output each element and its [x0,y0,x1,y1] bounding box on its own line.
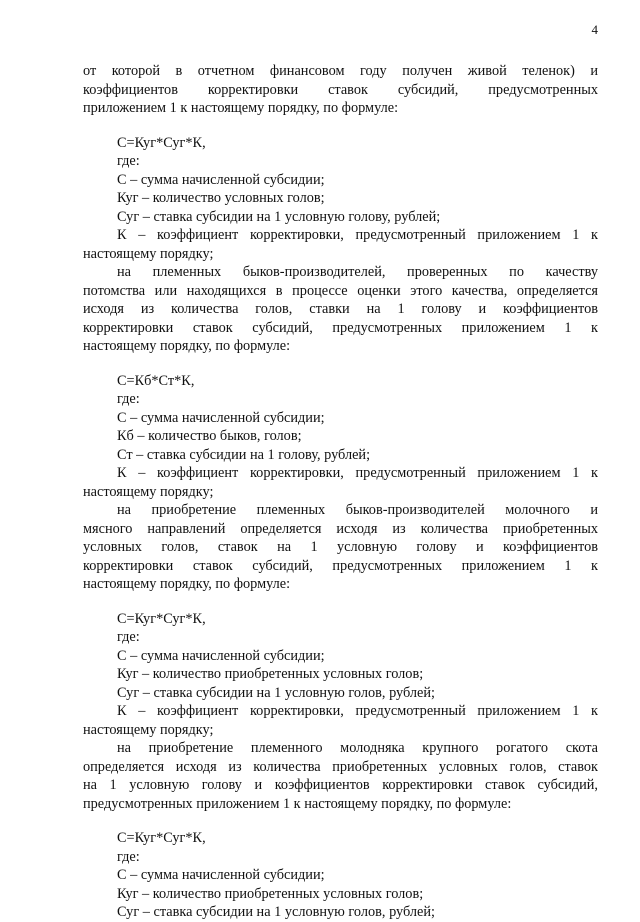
text-line: где: [117,391,140,407]
paragraph-line: на приобретение племенных быков-производителей молочного и [117,502,598,518]
paragraph-line: корректировки ставок субсидий, предусмотренных приложением 1 к [83,319,598,336]
definition-line: К – коэффициент корректировки, предусмотренный приложением 1 к [117,465,598,481]
definition-line: Куг – количество приобретенных условных голов; [117,666,424,682]
definition-line: С – сумма начисленной субсидии; [117,409,325,426]
definition-line: Кб – количество быков, голов; [117,428,302,444]
text-line: настоящему порядку; [83,245,214,262]
paragraph-line: исходя из количества голов, ставки на 1 голову и коэффициентов [83,301,598,317]
text-line: коэффициентов корректировки ставок субсидий, предусмотренных [83,81,598,98]
definition-line: С – сумма начисленной субсидии; [117,171,325,188]
definition-line: К – коэффициент корректировки, предусмотренный приложением 1 к [117,227,598,243]
paragraph-line: корректировки ставок субсидий, предусмотренных приложением 1 к [83,557,598,574]
formula: С=Кб*Ст*К, [117,372,195,389]
paragraph-line: мясного направлений определяется исходя из количества приобретенных [83,520,598,537]
definition-line: Суг – ставка субсидии на 1 условную голов, рублей; [117,904,436,920]
definition-line: Куг – количество условных голов; [117,190,325,206]
paragraph-line: предусмотренных приложением 1 к настоящему порядку, по формуле: [83,795,512,812]
formula: С=Куг*Суг*К, [117,610,206,627]
paragraph-line: потомства или находящихся в процессе оценки этого качества, определяется [83,282,598,299]
formula: С=Куг*Суг*К, [117,134,206,151]
definition-line: Суг – ставка субсидии на 1 условную голову, рублей; [117,208,441,225]
definition-line: Куг – количество приобретенных условных голов; [117,885,424,902]
document-body [83,62,598,922]
paragraph-line: на племенных быков-производителей, проверенных по качеству [117,264,598,280]
text-line: настоящему порядку; [83,483,214,500]
definition-line: С – сумма начисленной субсидии; [117,867,325,883]
paragraph-line: настоящему порядку, по формуле: [83,576,291,592]
paragraph-line: определяется исходя из количества приобретенных условных голов, ставок [83,758,598,775]
text-line: где: [117,629,140,645]
paragraph-line: настоящему порядку, по формуле: [83,338,291,354]
text-line: где: [117,153,140,169]
formula: С=Куг*Суг*К, [117,830,206,846]
definition-line: К – коэффициент корректировки, предусмотренный приложением 1 к [117,703,598,719]
text-line: от которой в отчетном финансовом году получен живой теленок) и [83,63,598,79]
text-line: где: [117,848,140,865]
definition-line: С – сумма начисленной субсидии; [117,647,325,664]
definition-line: Ст – ставка субсидии на 1 голову, рублей; [117,446,371,463]
paragraph-line: на 1 условную голову и коэффициентов корректировки ставок субсидий, [83,777,598,793]
text-line: приложением 1 к настоящему порядку, по формуле: [83,100,399,116]
paragraph-line: условных голов, ставок на 1 условную голову и коэффициентов [83,539,598,555]
page-number: 4 [591,22,598,37]
definition-line: Суг – ставка субсидии на 1 условную голов, рублей; [117,684,436,701]
text-line: настоящему порядку; [83,721,214,738]
paragraph-line: на приобретение племенного молодняка крупного рогатого скота [117,740,598,756]
